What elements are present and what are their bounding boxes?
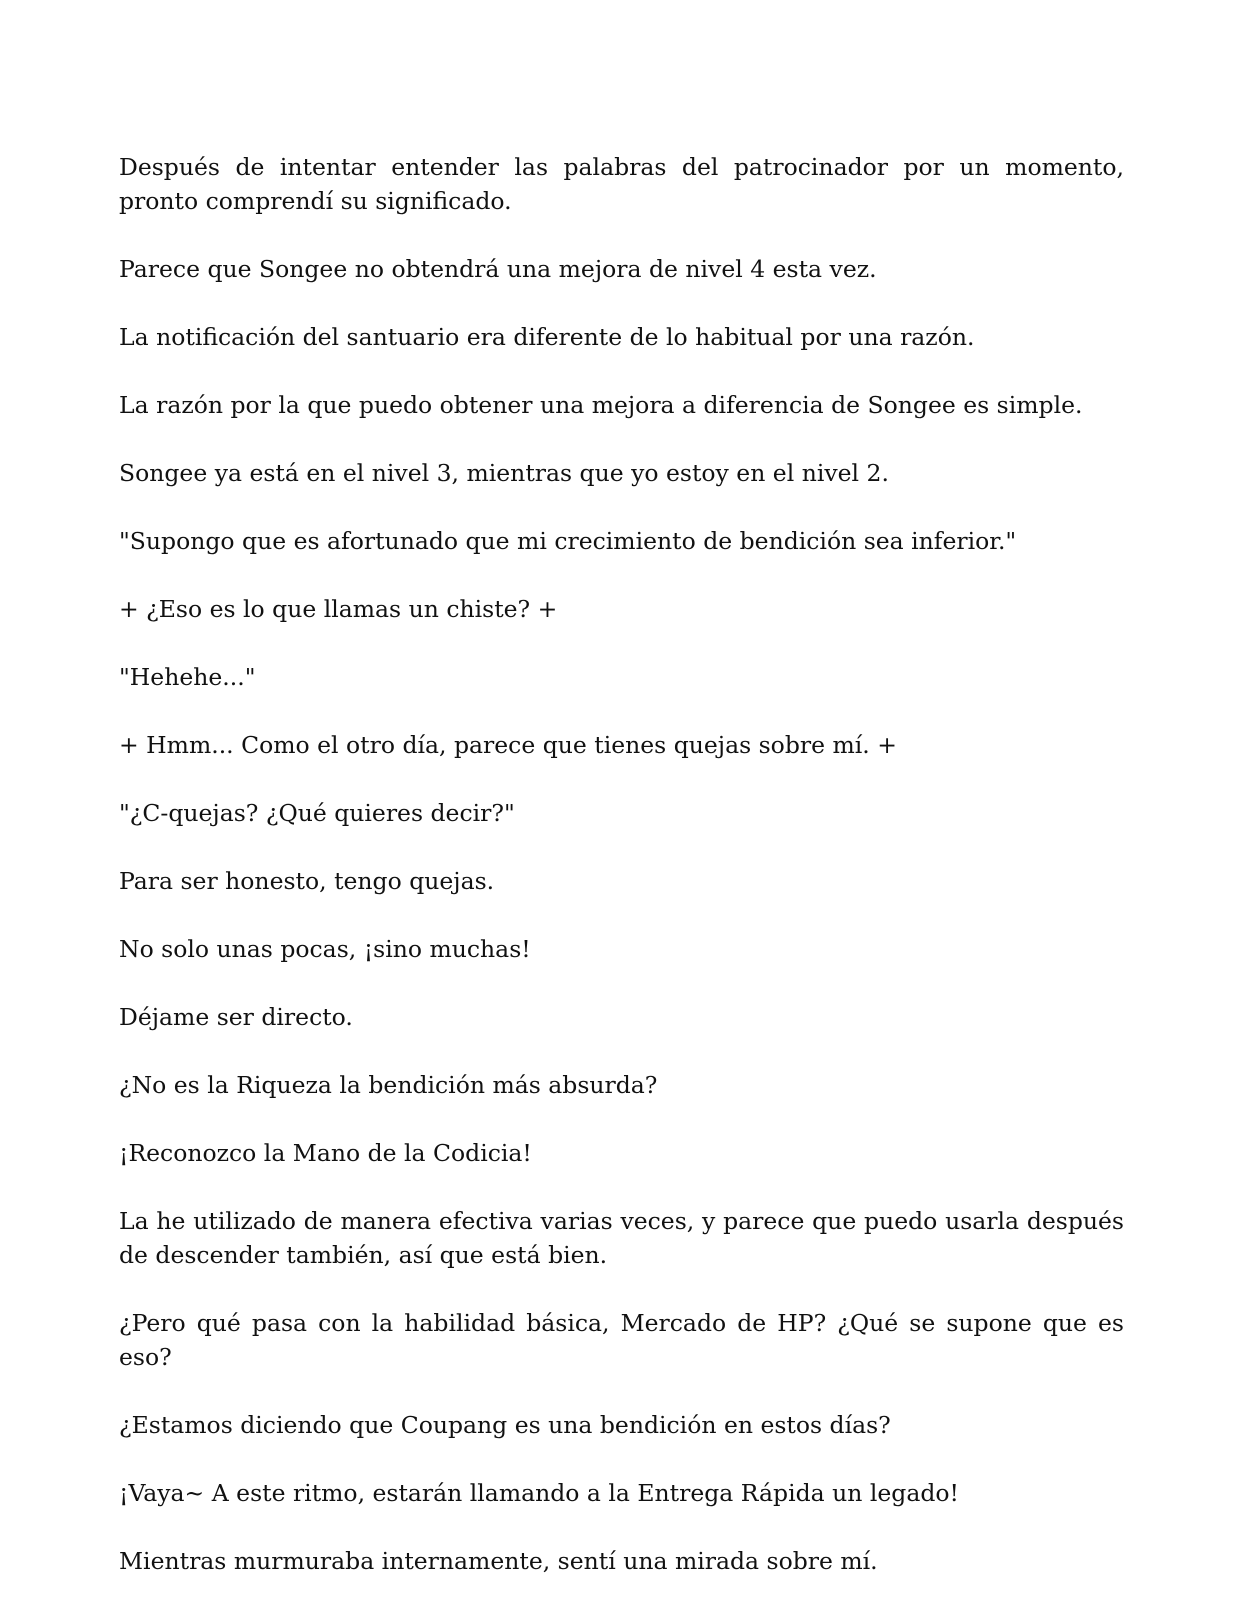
paragraph: ¡Vaya~ A este ritmo, estarán llamando a la Entrega Rápida un legado! — [119, 1479, 959, 1507]
paragraph: Déjame ser directo. — [119, 1003, 353, 1031]
paragraph: "Hehehe..." — [119, 663, 256, 691]
paragraph: No solo unas pocas, ¡sino muchas! — [119, 935, 531, 963]
paragraph: + Hmm... Como el otro día, parece que tienes quejas sobre mí. + — [119, 731, 897, 759]
paragraph: ¿No es la Riqueza la bendición más absurda? — [119, 1071, 658, 1099]
paragraph: Songee ya está en el nivel 3, mientras que yo estoy en el nivel 2. — [119, 459, 889, 487]
paragraph: ¡Reconozco la Mano de la Codicia! — [119, 1139, 532, 1167]
paragraph: Mientras murmuraba internamente, sentí una mirada sobre mí. — [119, 1547, 878, 1575]
paragraph: La he utilizado de manera efectiva varias veces, y parece que puedo usarla después de descender también, así que está bien. — [119, 1207, 1124, 1269]
paragraph: + ¿Eso es lo que llamas un chiste? + — [119, 595, 558, 623]
paragraph: "¿C-quejas? ¿Qué quieres decir?" — [119, 799, 515, 827]
paragraph: Parece que Songee no obtendrá una mejora de nivel 4 esta vez. — [119, 255, 877, 283]
paragraph: ¿Pero qué pasa con la habilidad básica, Mercado de HP? ¿Qué se supone que es eso? — [119, 1309, 1124, 1371]
paragraph: La razón por la que puedo obtener una mejora a diferencia de Songee es simple. — [119, 391, 1083, 419]
paragraph: La notificación del santuario era diferente de lo habitual por una razón. — [119, 323, 975, 351]
document-page — [119, 150, 1124, 1612]
paragraph: Para ser honesto, tengo quejas. — [119, 867, 495, 895]
paragraph: "Supongo que es afortunado que mi crecimiento de bendición sea inferior." — [119, 527, 1017, 555]
paragraph: ¿Estamos diciendo que Coupang es una bendición en estos días? — [119, 1411, 891, 1439]
paragraph: Después de intentar entender las palabras del patrocinador por un momento, pronto comprendí su significado. — [119, 153, 1124, 215]
